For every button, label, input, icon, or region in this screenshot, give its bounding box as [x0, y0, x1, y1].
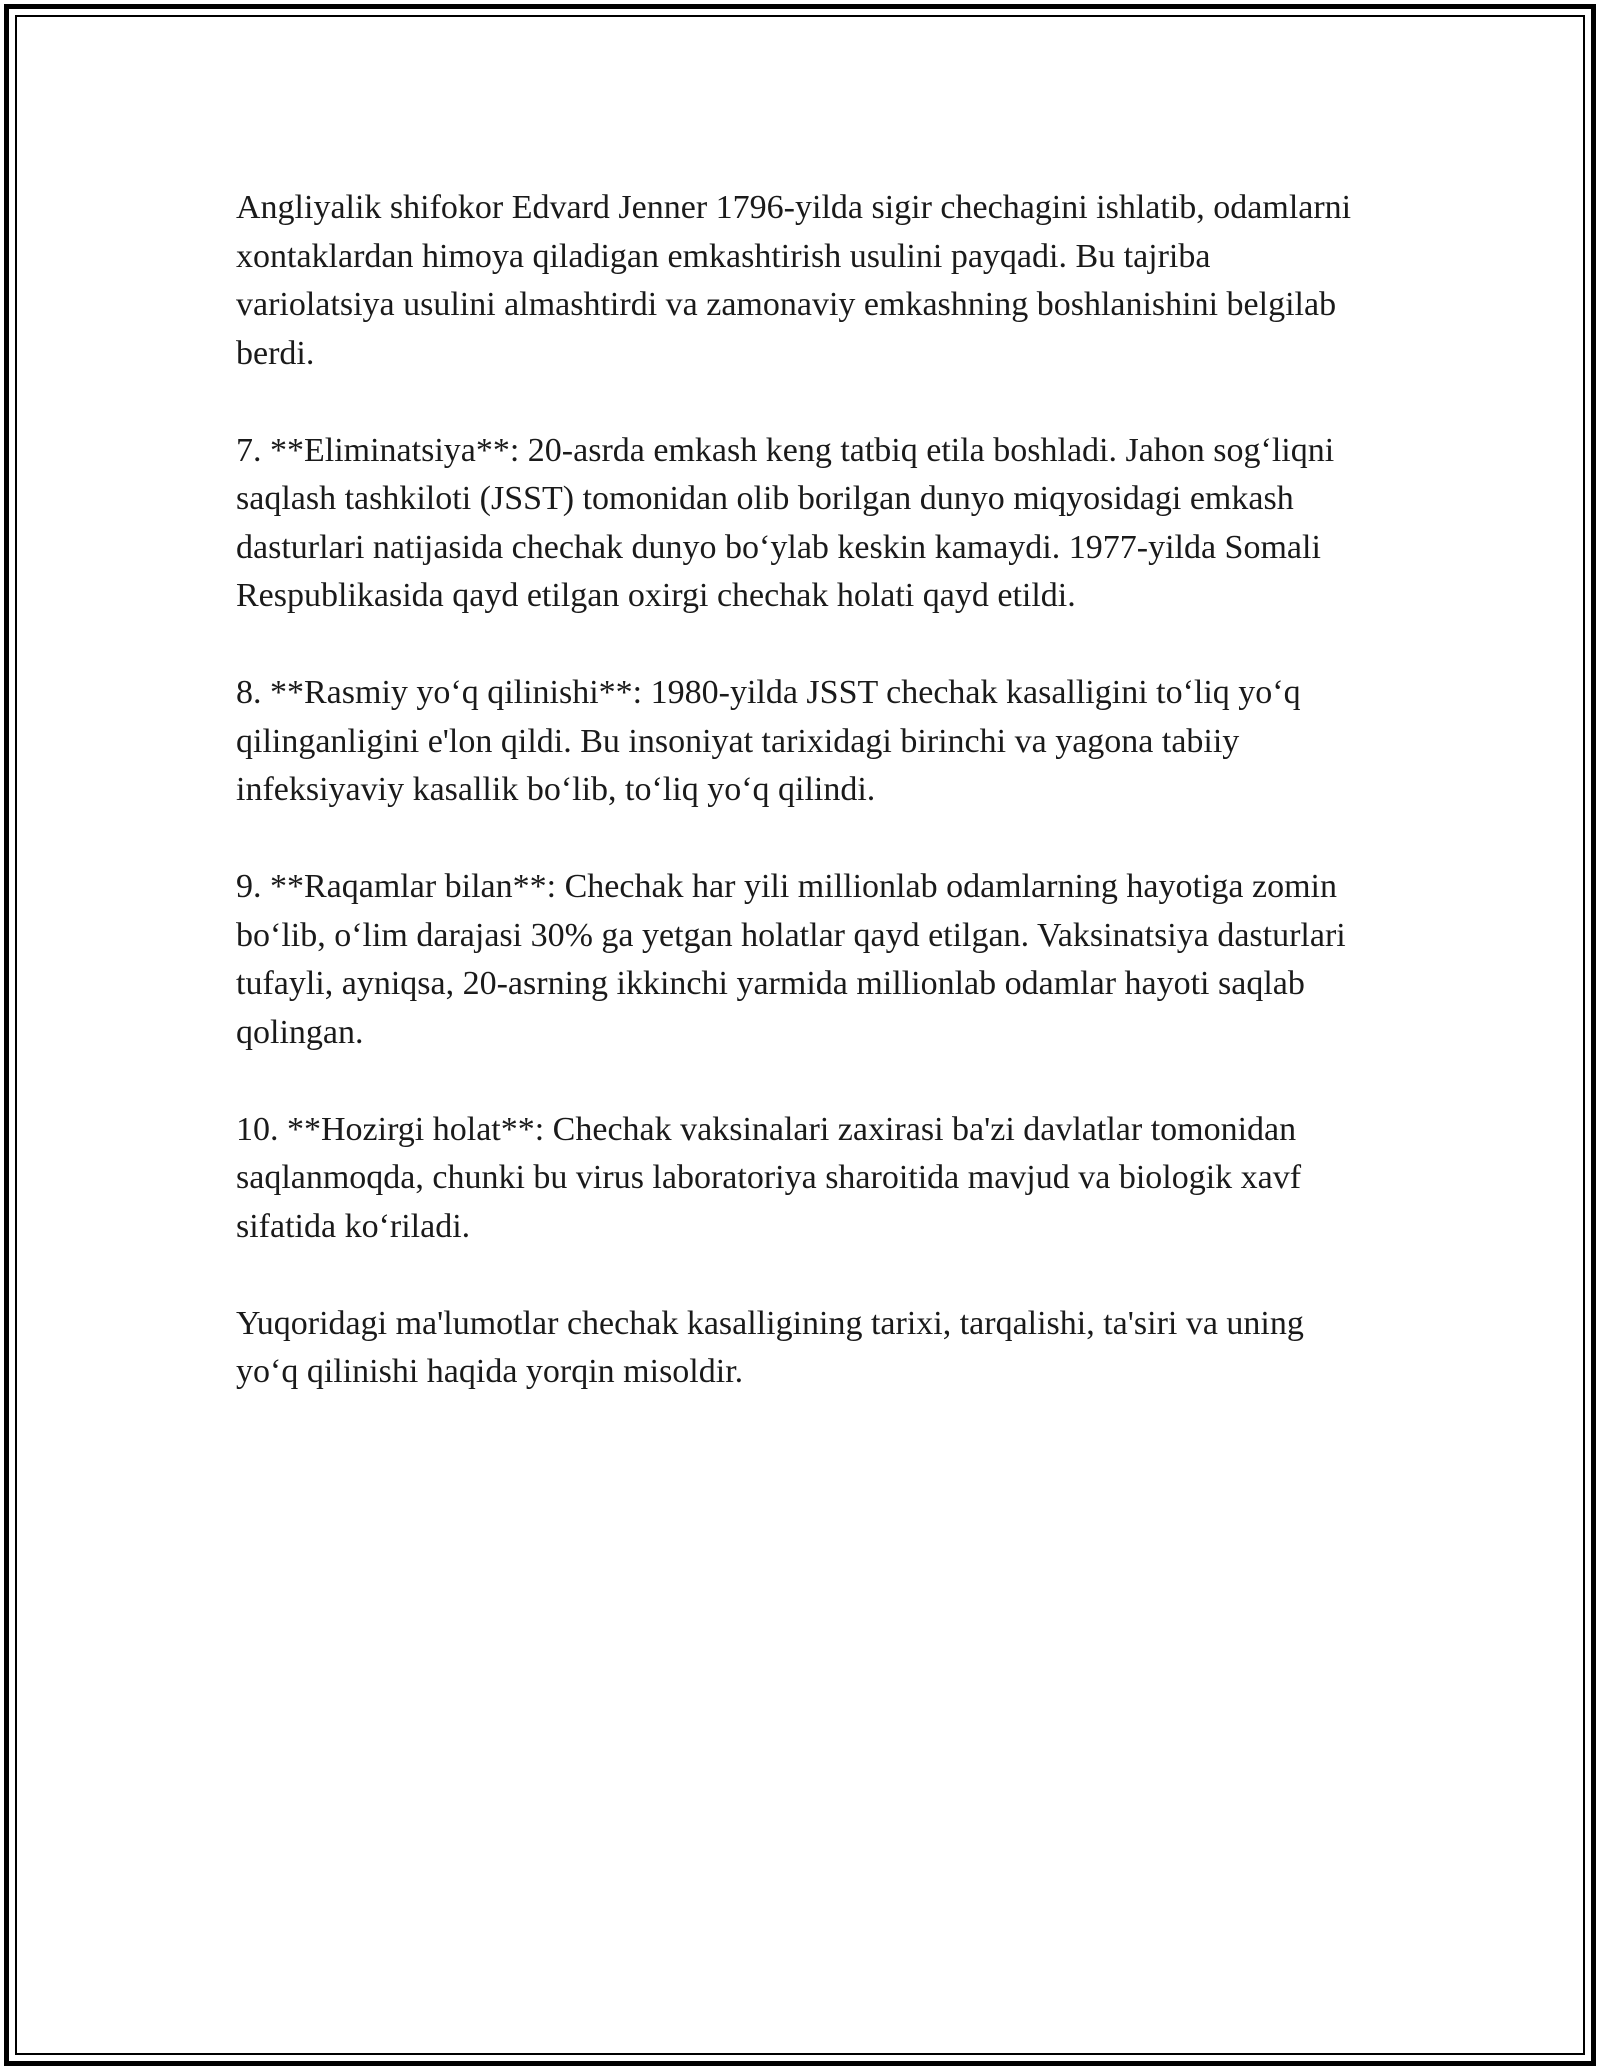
paragraph-eliminatsiya: 7. **Eliminatsiya**: 20-asrda emkash keng tatbiq etila boshladi. Jahon sog‘liqni saqlash tashkiloti (JSST) tomonidan olib borilgan dunyo miqyosidagi emkash dasturlari natijasida chechak dunyo bo‘ylab keskin kamaydi. 1977-yilda Somali Respublikasida qayd etilgan oxirgi chechak holati qayd etildi.	[236, 431, 1335, 614]
paragraph-jenner-vaccination: Angliyalik shifokor Edvard Jenner 1796-yilda sigir chechagini ishlatib, odamlarni xontaklardan himoya qiladigan emkashtirish usulini payqadi. Bu tajriba variolatsiya usulini almashtirdi va zamonaviy emkashning boshlanishini belgilab berdi.	[236, 189, 1352, 372]
paragraph-hozirgi-holat: 10. **Hozirgi holat**: Chechak vaksinalari zaxirasi ba'zi davlatlar tomonidan saqlanmoqda, chunki bu virus laboratoriya sharoitida mavjud va biologik xavf sifatida ko‘riladi.	[236, 1110, 1302, 1245]
paragraph-rasmiy-yoq-qilinishi: 8. **Rasmiy yo‘q qilinishi**: 1980-yilda JSST chechak kasalligini to‘liq yo‘q qilinganligini e'lon qildi. Bu insoniyat tarixidagi birinchi va yagona tabiiy infeksiyaviy kasallik bo‘lib, to‘liq yo‘q qilindi.	[236, 674, 1301, 808]
document-body	[236, 184, 1366, 1445]
paragraph-raqamlar-bilan: 9. **Raqamlar bilan**: Chechak har yili millionlab odamlarning hayotiga zomin bo‘lib, o‘lim darajasi 30% ga yetgan holatlar qayd etilgan. Vaksinatsiya dasturlari tufayli, ayniqsa, 20-asrning ikkinchi yarmida millionlab odamlar hayoti saqlab qolingan.	[236, 868, 1346, 1051]
paragraph-conclusion: Yuqoridagi ma'lumotlar chechak kasalligining tarixi, tarqalishi, ta'siri va uning yo‘q qilinishi haqida yorqin misoldir.	[236, 1304, 1304, 1390]
